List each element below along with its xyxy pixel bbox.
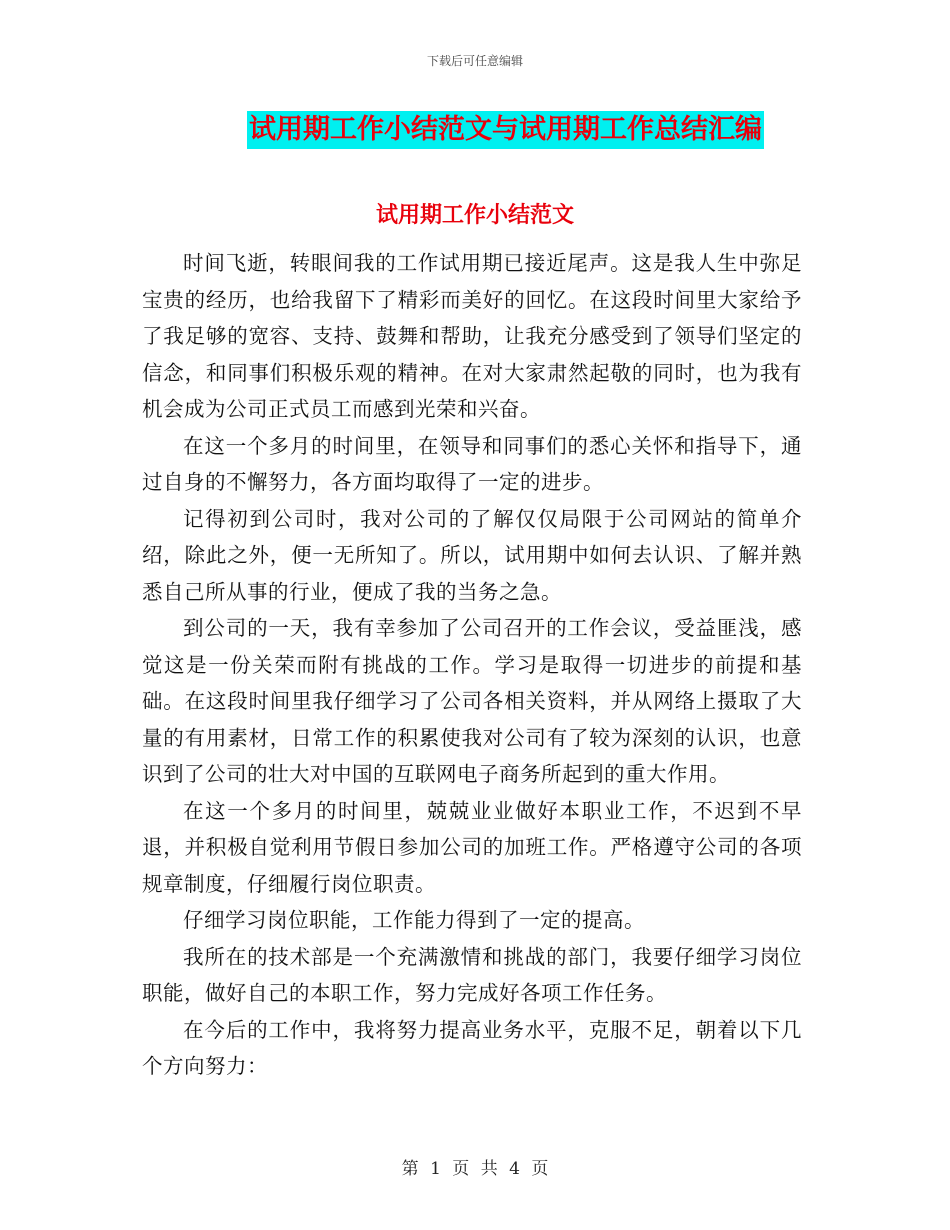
paragraph-1: 时间飞逝，转眼间我的工作试用期已接近尾声。这是我人生中弥足宝贵的经历，也给我留下了精彩而美好的回忆。在这段时间里大家给予了我足够的宽容、支持、鼓舞和帮助，让我充分感受到了领导们坚定的信念，和同事们积极乐观的精神。在对大家肃然起敬的同时，也为我有机会成为公司正式员工而感到光荣和兴奋。 [142,251,802,421]
paragraph-7: 我所在的技术部是一个充满激情和挑战的部门，我要仔细学习岗位职能，做好自己的本职工作，努力完成好各项工作任务。 [142,944,802,1005]
paragraph-2: 在这一个多月的时间里，在领导和同事们的悉心关怀和指导下，通过自身的不懈努力，各方面均取得了一定的进步。 [142,433,802,494]
document-body [142,245,802,1085]
paragraph-5: 在这一个多月的时间里，兢兢业业做好本职业工作，不迟到不早退，并积极自觉利用节假日参加公司的加班工作。严格遵守公司的各项规章制度，仔细履行岗位职责。 [142,798,802,896]
paragraph-3: 记得初到公司时，我对公司的了解仅仅局限于公司网站的简单介绍，除此之外，便一无所知了。所以，试用期中如何去认识、了解并熟悉自己所从事的行业，便成了我的当务之急。 [142,506,802,604]
header-note: 下载后可任意编辑 [426,54,523,68]
paragraph-6: 仔细学习岗位职能，工作能力得到了一定的提高。 [183,908,645,932]
paragraph-8: 在今后的工作中，我将努力提高业务水平，克服不足，朝着以下几个方向努力： [142,1017,802,1078]
page-number-footer: 第 1 页 共 4 页 [401,1159,549,1179]
section-title: 试用期工作小结范文 [375,203,574,228]
document-main-title: 试用期工作小结范文与试用期工作总结汇编 [247,111,764,149]
paragraph-4: 到公司的一天，我有幸参加了公司召开的工作会议，受益匪浅，感觉这是一份关荣而附有挑战的工作。学习是取得一切进步的前提和基础。在这段时间里我仔细学习了公司各相关资料，并从网络上摄取了大量的有用素材，日常工作的积累使我对公司有了较为深刻的认识，也意识到了公司的壮大对中国的互联网电子商务所起到的重大作用。 [142,616,802,786]
